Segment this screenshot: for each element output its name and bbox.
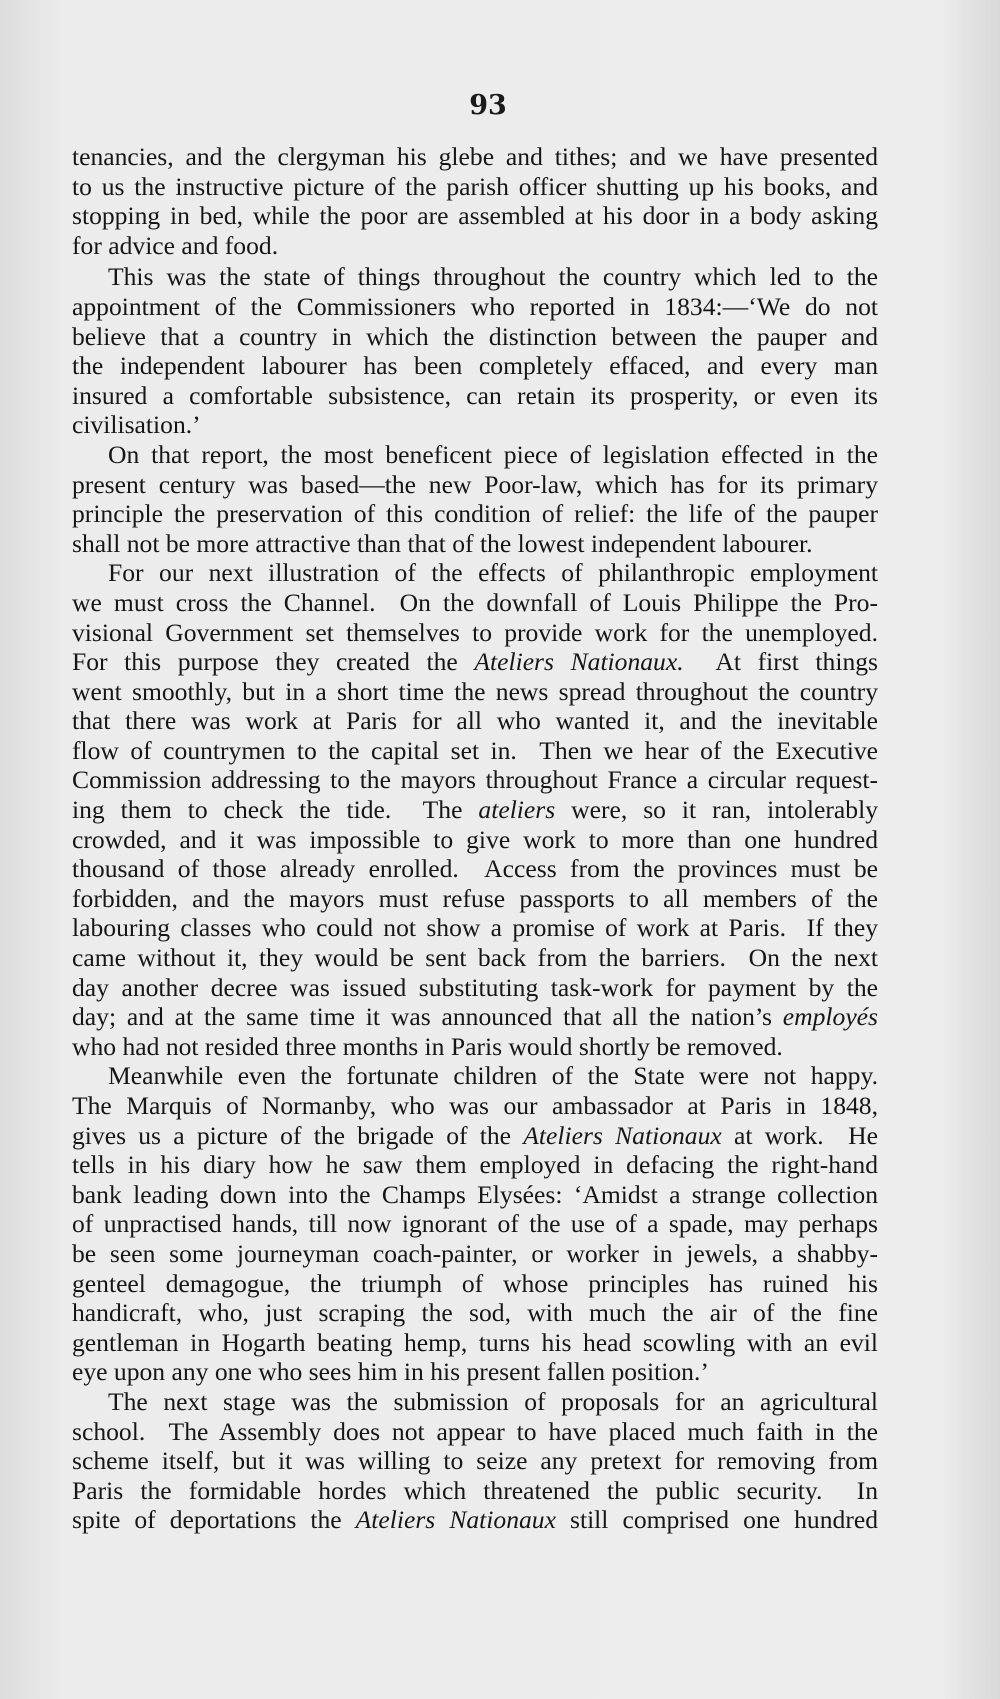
text-line: insured a comfortable subsistence, can retain its prosperity, or even its [72, 380, 878, 410]
body-text [72, 142, 878, 1535]
text-line: of unpractised hands, till now ignorant of the use of a spade, may perhaps [72, 1209, 878, 1239]
text-run: spite of deportations the [72, 1505, 356, 1535]
paragraph-1 [72, 142, 878, 260]
text-line: appointment of the Commissioners who reported in 1834:—‘We do not [72, 291, 878, 321]
text-line: bank leading down into the Champs Elysées: ‘Amidst a strange collection [72, 1179, 878, 1209]
italic-term: employés [782, 1002, 878, 1032]
text-line: scheme itself, but it was willing to seize any pretext for removing from [72, 1446, 878, 1476]
text-line: Paris the formidable hordes which threatened the public security. In [72, 1475, 878, 1505]
text-run: day; and at the same time it was announced that all the nation’s [72, 1002, 783, 1032]
text-line: forbidden, and the mayors must refuse passports to all members of the [72, 883, 878, 913]
text-line: stopping in bed, while the poor are assembled at his door in a body asking [72, 201, 878, 231]
text-line: Commission addressing to the mayors throughout France a circular request- [72, 765, 878, 795]
text-line: tenancies, and the clergyman his glebe and tithes; and we have presented [72, 142, 878, 171]
text-line: shall not be more attractive than that of the lowest independent labourer. [72, 528, 813, 558]
text-line: crowded, and it was impossible to give work to more than one hundred [72, 824, 878, 854]
text-line: thousand of those already enrolled. Access from the provinces must be [72, 854, 878, 884]
text-run: were, so it ran, intolerably [555, 795, 878, 825]
text-line: for advice and food. [72, 230, 279, 260]
text-line: Meanwhile even the fortunate children of the State were not happy. [108, 1061, 878, 1091]
italic-term: Ateliers Nationaux [355, 1505, 556, 1535]
italic-term: Ateliers Nationaux. [474, 647, 684, 677]
text-line: to us the instructive picture of the parish officer shutting up his books, and [72, 171, 878, 201]
text-line: On that report, the most beneficent piece of legislation effected in the [108, 439, 878, 469]
text-line: principle the preservation of this condition of relief: the life of the pauper [72, 499, 878, 529]
text-run: still comprised one hundred [555, 1505, 878, 1535]
text-line: present century was based—the new Poor-law, which has for its primary [72, 469, 878, 499]
text-line: who had not resided three months in Paris would shortly be removed. [72, 1031, 783, 1061]
text-line: the independent labourer has been completely effaced, and every man [72, 351, 878, 381]
text-run: At first things [683, 647, 879, 677]
text-line: labouring classes who could not show a promise of work at Paris. If they [72, 913, 878, 943]
paragraph-2 [72, 262, 878, 440]
text-line: handicraft, who, just scraping the sod, with much the air of the fine [72, 1298, 878, 1328]
text-line [72, 1505, 878, 1535]
text-line: came without it, they would be sent back from the barriers. On the next [72, 943, 878, 973]
text-run: ing them to check the tide. The [72, 795, 479, 825]
text-run: gives us a picture of the brigade of the [72, 1120, 524, 1150]
text-run: For this purpose they created the [72, 647, 475, 677]
text-line: school. The Assembly does not appear to have placed much faith in the [72, 1416, 878, 1446]
text-line: The Marquis of Normanby, who was our ambassador at Paris in 1848, [72, 1091, 878, 1120]
italic-term: Ateliers Nationaux [523, 1120, 722, 1150]
italic-term: ateliers [478, 795, 556, 825]
paragraph-6 [72, 1387, 878, 1535]
text-line [72, 647, 878, 677]
text-line: genteel demagogue, the triumph of whose principles has ruined his [72, 1268, 878, 1298]
paragraph-3 [72, 440, 878, 558]
text-line: tells in his diary how he saw them employed in defacing the right-hand [72, 1150, 878, 1180]
text-run: at work. He [721, 1120, 879, 1150]
text-line: flow of countrymen to the capital set in. Then we hear of the Executive [72, 735, 878, 765]
page-number: 93 [469, 90, 507, 121]
text-line: eye upon any one who sees him in his present fallen position.’ [72, 1357, 709, 1387]
text-line: that there was work at Paris for all who wanted it, and the inevitable [72, 706, 878, 736]
text-line: went smoothly, but in a short time the news spread throughout the country [72, 676, 878, 706]
text-line [72, 1121, 878, 1151]
text-line: day another decree was issued substituting task-work for payment by the [72, 972, 878, 1002]
text-line: visional Government set themselves to provide work for the unemployed. [72, 617, 878, 647]
text-line: believe that a country in which the distinction between the pauper and [72, 321, 878, 351]
text-line: This was the state of things throughout the country which led to the [108, 262, 878, 292]
text-line: we must cross the Channel. On the downfall of Louis Philippe the Pro- [72, 587, 878, 617]
text-line: civilisation.’ [72, 410, 201, 440]
text-line [72, 795, 878, 825]
text-line: gentleman in Hogarth beating hemp, turns his head scowling with an evil [72, 1327, 878, 1357]
text-line: The next stage was the submission of proposals for an agricultural [108, 1386, 878, 1416]
text-line [72, 1002, 878, 1032]
paragraph-5 [72, 1061, 878, 1387]
paragraph-4 [72, 558, 878, 1061]
text-line: For our next illustration of the effects of philanthropic employment [108, 558, 878, 588]
text-line: be seen some journeyman coach-painter, or worker in jewels, a shabby- [72, 1238, 878, 1268]
